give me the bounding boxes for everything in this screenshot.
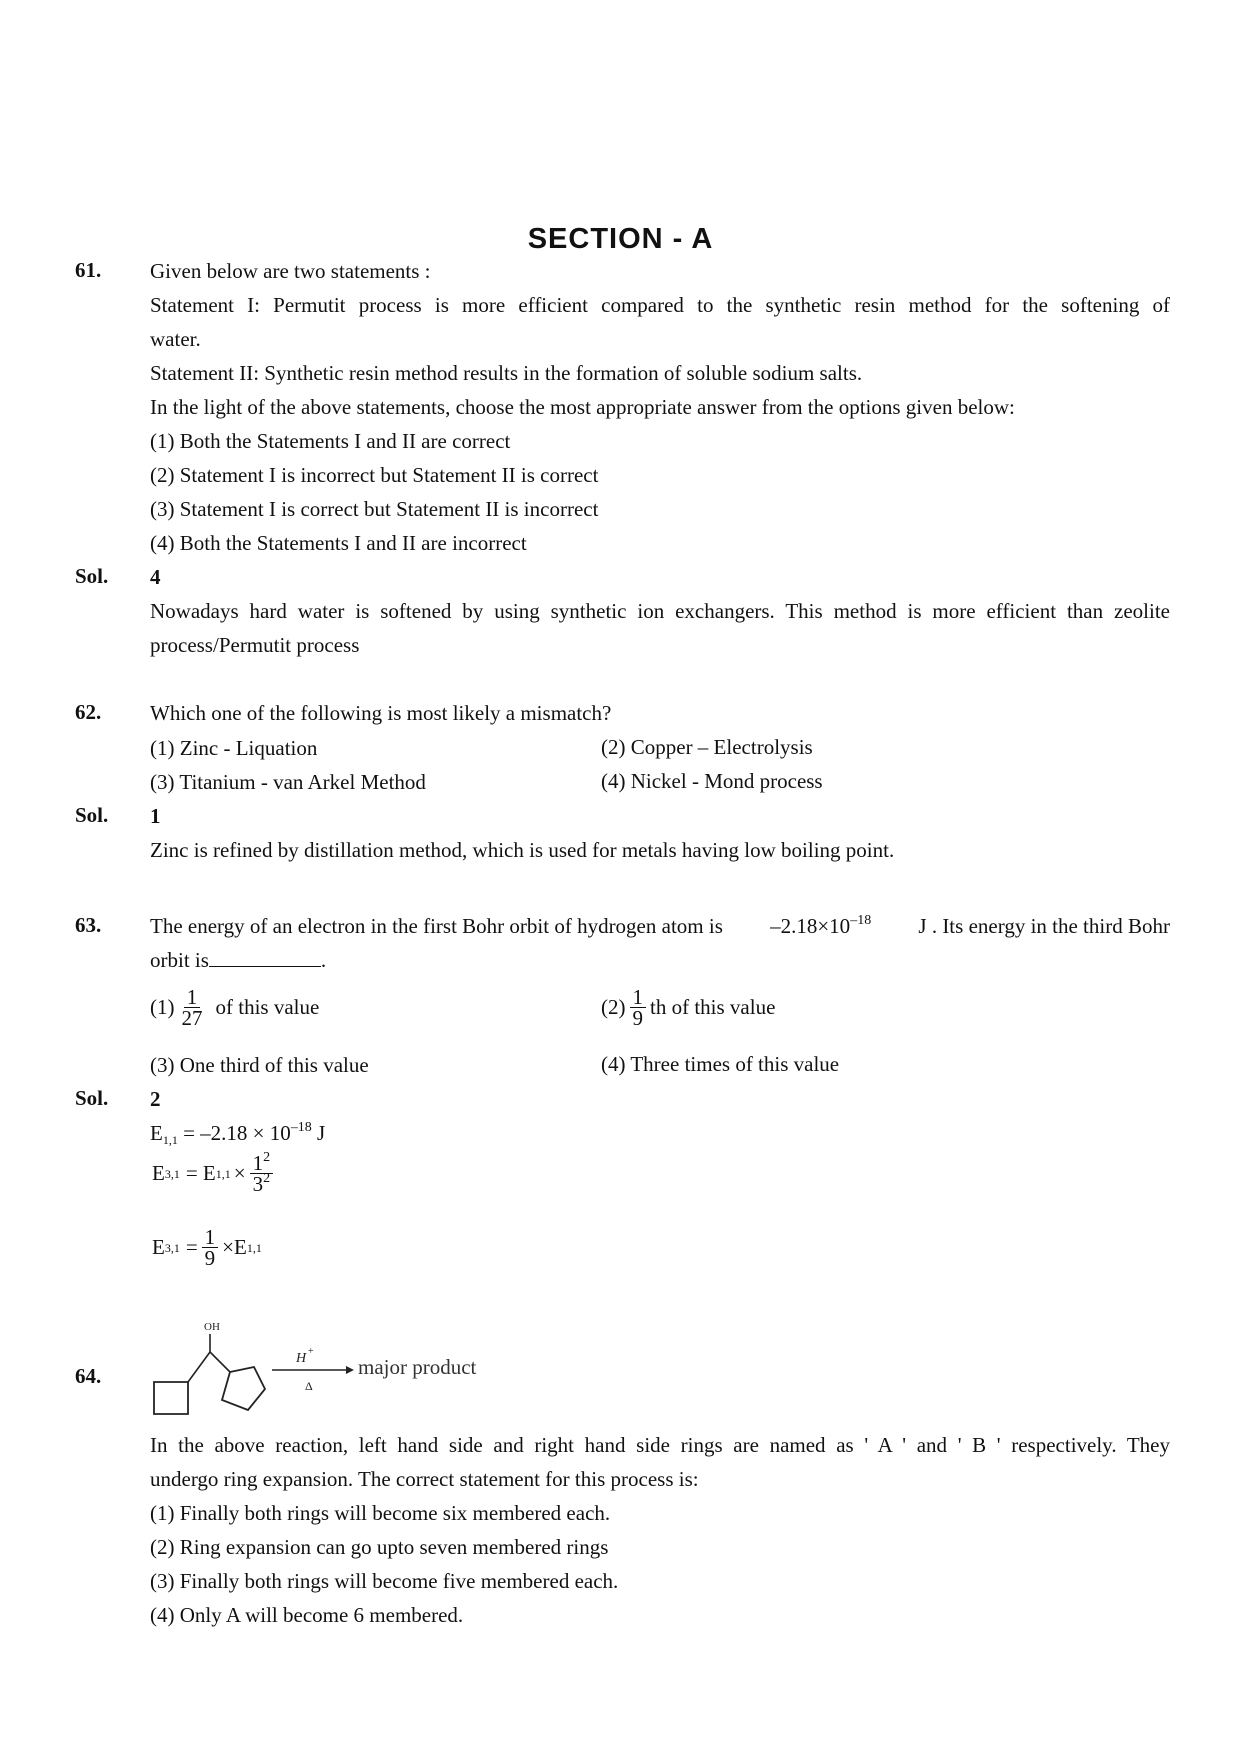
q61-option-2: (2) Statement I is incorrect but Statement II is correct: [150, 463, 599, 487]
q61-answer: 4: [150, 565, 161, 589]
q61-option-3: (3) Statement I is correct but Statement II is incorrect: [150, 497, 599, 521]
q63-option-1: (1) $\frac{1}{27}$ of this value: [150, 985, 320, 1030]
q64-condition-heat: Δ: [305, 1379, 313, 1393]
q64-bond-ring-a: [188, 1352, 210, 1382]
q64-option-1: (1) Finally both rings will become six membered each.: [150, 1501, 611, 1525]
q62-question: Which one of the following is most likely a mismatch?: [150, 701, 612, 725]
q61-statement-2: Statement II: Synthetic resin method results in the formation of soluble sodium salts.: [150, 361, 863, 385]
q63-equation-2-fraction: $\frac{1^2}{3^2}$: [250, 1153, 274, 1194]
q64-bond-ring-b: [210, 1352, 230, 1372]
q62-option-1: (1) Zinc - Liquation: [150, 736, 318, 760]
q63-answer: 2: [150, 1087, 161, 1111]
q63-blank: [209, 948, 321, 967]
q61-solution-line-2: process/Permutit process: [150, 633, 360, 657]
section-title: SECTION - A: [527, 223, 714, 255]
q64-paragraph-line-1: In the above reaction, left hand side and right hand side rings are named as ' A ' and ' B ' respectively. They: [150, 1433, 1170, 1457]
q63-sol-label: Sol.: [75, 1086, 109, 1110]
q62-answer: 1: [150, 804, 161, 828]
q63-equation-3-fraction: $\frac{1}{9}$: [202, 1227, 219, 1268]
q64-number: 64.: [75, 1364, 102, 1388]
q64-option-4: (4) Only A will become 6 membered.: [150, 1603, 464, 1627]
q64-arrow-head: [346, 1366, 354, 1374]
q61-intro: Given below are two statements :: [150, 259, 431, 283]
q64-reaction-diagram: [150, 1316, 530, 1422]
q61-sol-label: Sol.: [75, 564, 109, 588]
q63-question-text-b: J . Its energy in the third Bohr: [918, 914, 1170, 938]
q64-ring-a-cyclobutane: [154, 1382, 188, 1414]
q63-option-2-fraction: $\frac{1}{9}$: [630, 987, 647, 1028]
q62-solution: Zinc is refined by distillation method, which is used for metals having low boiling point.: [150, 838, 895, 862]
q63-option-4: (4) Three times of this value: [601, 1052, 840, 1076]
q63-option-3: (3) One third of this value: [150, 1053, 369, 1077]
q61-option-1: (1) Both the Statements I and II are correct: [150, 429, 511, 453]
q61-prompt: In the light of the above statements, choose the most appropriate answer from the options given below:: [150, 395, 1015, 419]
q63-equation-3: E 3,1 = $\frac{1}{9}$ × E 1,1: [152, 1225, 262, 1270]
q61-number: 61.: [75, 258, 102, 282]
q61-statement-1: Statement I: Permutit process is more efficient compared to the synthetic resin method for the softening of: [150, 293, 1170, 317]
q61-option-4: (4) Both the Statements I and II are incorrect: [150, 531, 527, 555]
q62-number: 62.: [75, 700, 102, 724]
q64-oh-label: OH: [204, 1321, 220, 1333]
q64-option-3: (3) Finally both rings will become five membered each.: [150, 1569, 619, 1593]
q64-ring-b-cyclopentane: [222, 1367, 265, 1410]
q63-question-text-a: The energy of an electron in the first Bohr orbit of hydrogen atom is: [150, 914, 723, 938]
q62-option-2: (2) Copper – Electrolysis: [601, 735, 813, 759]
q62-option-4: (4) Nickel - Mond process: [601, 769, 823, 793]
q63-energy-value: $-2.18\times 10^{-18}$: [770, 913, 872, 938]
q63-option-2: (2) $\frac{1}{9}$ th of this value: [601, 985, 776, 1030]
q63-question-line-2: orbit is .: [150, 948, 327, 972]
q64-product-label: major product: [358, 1355, 477, 1379]
q63-equation-2: E 3,1 = E 1,1 × $\frac{1^2}{3^2}$: [152, 1153, 277, 1194]
q63-number: 63.: [75, 913, 102, 937]
q64-reagent-charge: +: [308, 1346, 314, 1357]
q63-question-line-1: [150, 913, 1170, 939]
q62-option-3: (3) Titanium - van Arkel Method: [150, 770, 426, 794]
q63-equation-1: $E_{1,1} = -2.18 \times 10^{-18}$ J: [150, 1120, 326, 1147]
q64-option-2: (2) Ring expansion can go upto seven membered rings: [150, 1535, 609, 1559]
q64-reagent: H: [296, 1351, 307, 1366]
q64-paragraph-line-2: undergo ring expansion. The correct statement for this process is:: [150, 1467, 699, 1491]
q62-sol-label: Sol.: [75, 803, 109, 827]
q63-option-1-fraction: $\frac{1}{27}$: [181, 985, 203, 1030]
q61-solution-line-1: Nowadays hard water is softened by using synthetic ion exchangers. This method is more efficient than zeolite: [150, 599, 1170, 623]
q61-statement-1-cont: water.: [150, 327, 201, 351]
